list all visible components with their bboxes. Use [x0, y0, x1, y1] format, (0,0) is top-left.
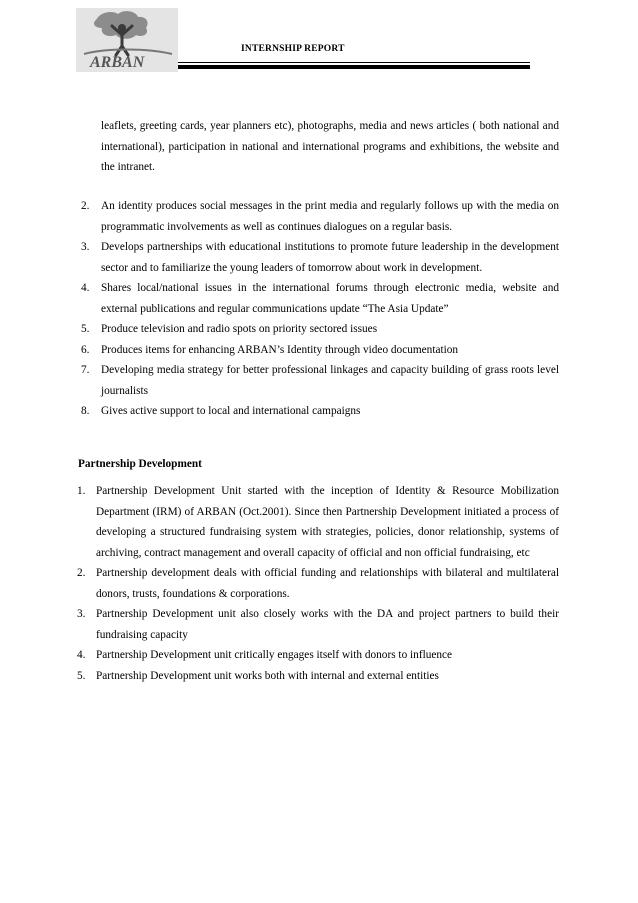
list-item: 4. Shares local/national issues in the international forums through electronic media, website and external publications and regular communications update “The Asia Update”: [81, 282, 559, 315]
section-heading: Partnership Development: [78, 458, 202, 470]
list-item: 5. Partnership Development unit works both with internal and external entities: [77, 669, 439, 682]
svg-text:ARBAN: ARBAN: [90, 54, 145, 71]
header-rule-thin: [178, 62, 530, 63]
list-item: 6. Produces items for enhancing ARBAN’s Identity through video documentation: [81, 343, 459, 356]
list-item: 5. Produce television and radio spots on priority sectored issues: [81, 323, 378, 335]
list-item: 8. Gives active support to local and international campaigns: [81, 405, 361, 417]
list-item: 4. Partnership Development unit critically engages itself with donors to influence: [77, 649, 453, 661]
identity-list: [81, 196, 559, 422]
partnership-list: [77, 481, 559, 686]
list-item: 3. Partnership Development unit also closely works with the DA and project partners to build their fundraising capacity: [77, 608, 559, 641]
list-item: 2. Partnership development deals with official funding and relationships with bilateral and multilateral donors, trusts, foundations & corporations.: [77, 567, 559, 600]
list-item: 3. Develops partnerships with educational institutions to promote future leadership in the development sector and to familiarize the young leaders of tomorrow about work in development.: [81, 241, 559, 274]
header-title: INTERNSHIP REPORT: [241, 44, 345, 54]
list-item: 1. Partnership Development Unit started with the inception of Identity & Resource Mobilization Department (IRM) of ARBAN (Oct.2001). Since then Partnership Development initiated a process of developing a structured fundraising system with strategies, policies, donor relationship, systems of archiving, contract management and overall capacity of official and non official fundraising, etc: [77, 485, 559, 559]
continuation-paragraph: leaflets, greeting cards, year planners etc), photographs, media and news articles ( both national and international), participation in national and international programs and exhibitions, the website and the intranet.: [101, 120, 559, 173]
list-item: 7. Developing media strategy for better professional linkages and capacity building of grass roots level journalists: [81, 364, 559, 397]
list-item: 2. An identity produces social messages in the print media and regularly follows up with the media on programmatic involvements as well as continues dialogues on a regular basis.: [81, 200, 559, 233]
header-rule-thick: [178, 65, 530, 69]
arban-logo: [76, 8, 178, 72]
